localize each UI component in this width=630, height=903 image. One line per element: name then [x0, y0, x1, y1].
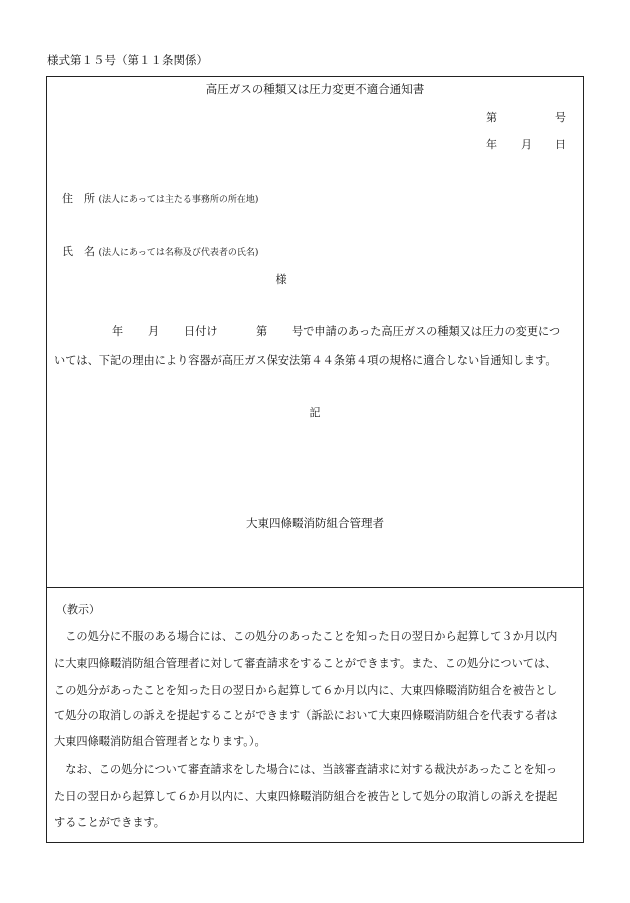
instruction-line: この処分に不服のある場合には、この処分のあったことを知った日の翌日から起算して３か月以内	[54, 630, 558, 643]
instruction-line: この処分があったことを知った日の翌日から起算して６か月以内に、大東四條畷消防組合を被告とし	[54, 684, 558, 697]
name-field	[62, 243, 258, 259]
body-hizuke: 日付け	[184, 325, 218, 338]
instruction-heading: （教示）	[56, 603, 100, 616]
date-month: 月	[521, 138, 532, 151]
address-note: (法人にあっては主たる事務所の所在地)	[98, 195, 259, 205]
administrator-name: 大東四條畷消防組合管理者	[246, 516, 384, 530]
date-day: 日	[555, 138, 566, 151]
number-dai: 第	[486, 111, 497, 124]
instruction-line: た日の翌日から起算して６か月以内に、大東四條畷消防組合を被告として処分の取消しの訴えを提起	[54, 790, 558, 803]
section-divider	[46, 587, 584, 588]
number-go: 号	[555, 111, 566, 124]
honorific-sama: 様	[275, 273, 287, 286]
body-dai: 第	[256, 325, 268, 338]
ki-heading: 記	[309, 406, 321, 419]
instruction-line: て処分の取消しの訴えを提起することができます（訴訟において大東四條畷消防組合を代表する者は	[54, 709, 558, 722]
instruction-line: なお、この処分について審査請求をした場合には、当該審査請求に対する裁決があったことを知っ	[54, 763, 558, 776]
address-field	[62, 190, 258, 206]
body-month: 月	[148, 325, 160, 338]
form-number-label: 様式第１５号（第１１条関係）	[47, 53, 208, 67]
name-label: 氏 名	[62, 245, 95, 258]
body-year: 年	[112, 325, 124, 338]
instruction-line: することができます。	[54, 816, 165, 829]
body-line1-rest: 号で申請のあった高圧ガスの種類又は圧力の変更につ	[292, 325, 561, 338]
name-note: (法人にあっては名称及び代表者の氏名)	[98, 248, 259, 258]
date-year: 年	[486, 138, 497, 151]
document-title: 高圧ガスの種類又は圧力変更不適合通知書	[205, 82, 425, 96]
body-line2: いては、下記の理由により容器が高圧ガス保安法第４４条第４項の規格に適合しない旨通知します。	[54, 354, 557, 367]
address-label: 住 所	[62, 192, 95, 205]
instruction-line: 大東四條畷消防組合管理者となります。）。	[54, 735, 266, 748]
instruction-line: に大東四條畷消防組合管理者に対して審査請求をすることができます。また、この処分については、	[54, 657, 557, 670]
